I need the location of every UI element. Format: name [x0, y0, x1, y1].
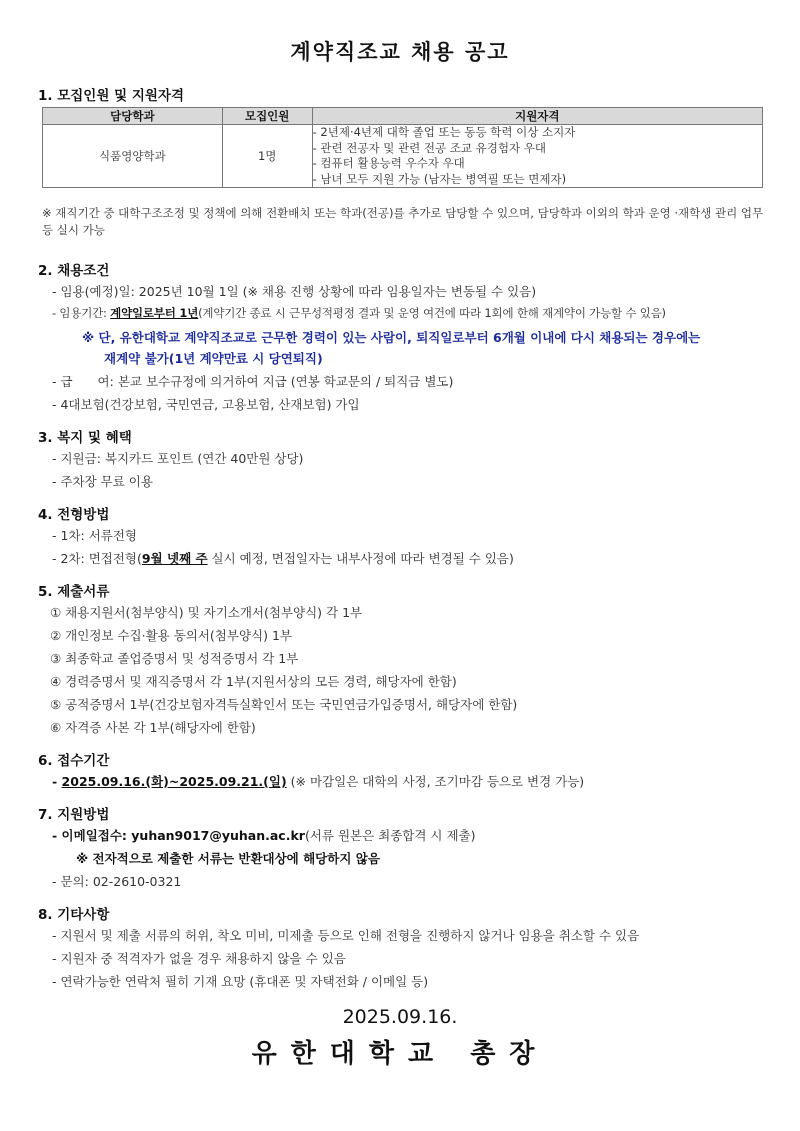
interview-week: 9월 넷째 주 [141, 551, 208, 566]
rehire-restriction-note-cont: 재계약 불가(1년 계약만료 시 당연퇴직) [104, 351, 323, 366]
document-item: ⑤ 공적증명서 1부(건강보험자격득실확인서 또는 국민연금가입증명서, 해당자에 한함) [50, 697, 518, 712]
other-item: - 지원서 및 제출 서류의 허위, 착오 미비, 미제출 등으로 인해 전형을 진행하지 않거나 임용을 취소할 수 있음 [52, 928, 640, 943]
section-heading-documents: 5. 제출서류 [38, 584, 110, 600]
selection-stage1-line: - 1차: 서류전형 [52, 528, 137, 543]
section-heading-other: 8. 기타사항 [38, 907, 110, 923]
section-heading-period: 6. 접수기간 [38, 753, 110, 769]
document-item: ④ 경력증명서 및 재직증명서 각 1부(지원서상의 모든 경력, 해당자에 한함) [50, 674, 457, 689]
email-submission-line [52, 826, 476, 844]
appointment-period-term: 계약일로부터 1년 [110, 306, 199, 320]
section-heading-recruitment: 1. 모집인원 및 지원자격 [38, 88, 184, 104]
table-header-count: 모집인원 [222, 108, 312, 125]
appointment-period-prefix: - 임용기간: [52, 306, 111, 320]
appointment-date-line: - 임용(예정)일: 2025년 10월 1일 (※ 채용 진행 상황에 따라 임용일자는 변동될 수 있음) [52, 284, 537, 299]
application-period-dash: - [52, 774, 62, 789]
table-cell-dept: 식품영양학과 [43, 125, 223, 188]
document-item: ① 채용지원서(첨부양식) 및 자기소개서(첨부양식) 각 1부 [50, 605, 363, 620]
appointment-period-line [52, 305, 666, 321]
benefit-parking-line: - 주차장 무료 이용 [52, 474, 153, 489]
rehire-restriction-note: ※ 단, 유한대학교 계약직조교로 근무한 경력이 있는 사람이, 퇴직일로부터 6개월 이내에 다시 채용되는 경우에는 [82, 330, 701, 345]
section-heading-method: 7. 지원방법 [38, 807, 110, 823]
selection-stage2-rest: 실시 예정, 면접일자는 내부사정에 따라 변경될 수 있음) [207, 551, 514, 566]
recruitment-table [42, 107, 763, 188]
salary-line: - 급 여: 본교 보수규정에 의거하여 지급 (연봉 학교문의 / 퇴직금 별도) [52, 374, 454, 389]
qualification-item: - 컴퓨터 활용능력 우수자 우대 [312, 156, 465, 170]
document-item: ② 개인정보 수집·활용 동의서(첨부양식) 1부 [50, 628, 292, 643]
benefit-allowance-line: - 지원금: 복지카드 포인트 (연간 40만원 상당) [52, 451, 304, 466]
other-item: - 연락가능한 연락처 필히 기재 요망 (휴대폰 및 자택전화 / 이메일 등) [52, 974, 429, 989]
qualification-item: - 관련 전공자 및 관련 전공 조교 유경험자 우대 [312, 140, 546, 155]
email-submission-address: - 이메일접수: yuhan9017@yuhan.ac.kr [52, 828, 305, 843]
table-header-dept: 담당학과 [43, 108, 223, 125]
table-header-row [43, 108, 763, 125]
section-heading-benefits: 3. 복지 및 혜택 [38, 430, 132, 446]
insurance-line: - 4대보험(건강보험, 국민연금, 고용보험, 산재보험) 가입 [52, 397, 360, 412]
other-item: - 지원자 중 적격자가 없을 경우 채용하지 않을 수 있음 [52, 951, 346, 966]
qualification-item: - 2년제·4년제 대학 졸업 또는 동등 학력 이상 소지자 [312, 125, 576, 139]
table-cell-count: 1명 [222, 125, 312, 188]
appointment-period-rest: (계약기간 종료 시 근무성적평정 결과 및 운영 여건에 따라 1회에 한해 재계약이 가능할 수 있음) [198, 306, 666, 320]
no-return-notice: ※ 전자적으로 제출한 서류는 반환대상에 해당하지 않음 [76, 851, 380, 866]
contact-phone-line: - 문의: 02-2610-0321 [52, 874, 182, 889]
email-submission-rest: (서류 원본은 최종합격 시 제출) [304, 828, 476, 843]
document-item: ⑥ 자격증 사본 각 1부(해당자에 한함) [50, 720, 256, 735]
application-period-line [52, 772, 584, 790]
application-period-dates: 2025.09.16.(화)~2025.09.21.(일) [61, 774, 287, 789]
table-header-quals: 지원자격 [312, 108, 762, 125]
page-title: 계약직조교 채용 공고 [290, 40, 510, 64]
document-item: ③ 최종학교 졸업증명서 및 성적증명서 각 1부 [50, 651, 299, 666]
announcement-date: 2025.09.16. [342, 1006, 458, 1028]
selection-stage2-prefix: - 2차: 면접전형( [52, 551, 142, 566]
application-period-rest: (※ 마감일은 대학의 사정, 조기마감 등으로 변경 가능) [286, 774, 585, 789]
section-heading-selection: 4. 전형방법 [38, 507, 110, 523]
selection-stage2-line [52, 549, 514, 567]
qualification-item: - 남녀 모두 지원 가능 (남자는 병역필 또는 면제자) [312, 171, 567, 186]
section-heading-conditions: 2. 채용조건 [38, 263, 110, 279]
table-row [43, 125, 763, 188]
issuer-signature: 유한대학교 총장 [251, 1039, 549, 1069]
reassignment-note: ※ 재직기간 중 대학구조조정 및 정책에 의해 전환배치 또는 학과(전공)를 추가로 담당할 수 있으며, 담당학과 이외의 학과 운영 ·재학생 관리 업무 등 실시 가능 [42, 206, 764, 237]
table-cell-quals [312, 125, 762, 188]
